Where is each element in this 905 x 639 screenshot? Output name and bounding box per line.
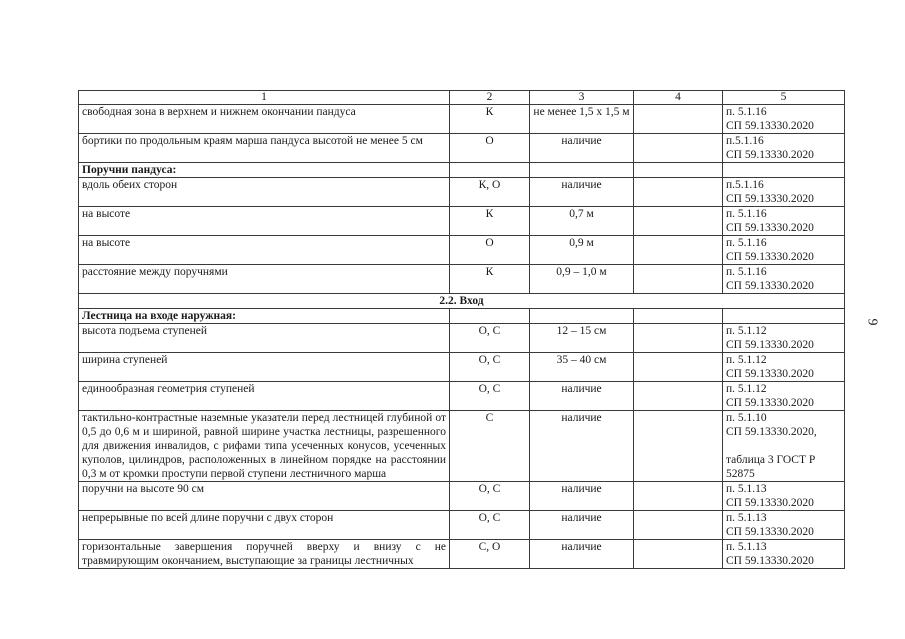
reference-line: СП 59.13330.2020 — [726, 280, 814, 292]
normative-reference — [723, 353, 845, 382]
normative-reference — [723, 411, 845, 482]
group-heading-row — [79, 309, 845, 324]
table-row — [79, 511, 845, 540]
actual-value — [634, 207, 723, 236]
page-number: 9 — [864, 318, 880, 326]
category-code: К — [450, 207, 530, 236]
reference-line: СП 59.13330.2020 — [726, 339, 814, 351]
category-code: О, С — [450, 482, 530, 511]
empty-cell — [450, 163, 530, 178]
requirement-text: свободная зона в верхнем и нижнем окончании пандуса — [79, 105, 450, 134]
group-heading: Лестница на входе наружная: — [79, 309, 450, 324]
category-code: О, С — [450, 511, 530, 540]
normative-reference — [723, 540, 845, 569]
group-heading-row — [79, 163, 845, 178]
table-row — [79, 411, 845, 482]
reference-line: п.5.1.16 — [726, 135, 764, 147]
reference-line: п. 5.1.12 — [726, 354, 767, 366]
norm-value: 12 – 15 см — [530, 324, 634, 353]
requirement-text: горизонтальные завершения поручней вверху и внизу с не травмирующим окончанием, выступающие за границы лестничных — [79, 540, 450, 569]
normative-reference — [723, 105, 845, 134]
reference-line: п. 5.1.13 — [726, 483, 767, 495]
requirement-text: бортики по продольным краям марша пандуса высотой не менее 5 см — [79, 134, 450, 163]
empty-cell — [530, 309, 634, 324]
actual-value — [634, 105, 723, 134]
table-row — [79, 540, 845, 569]
table-row — [79, 105, 845, 134]
table-row — [79, 236, 845, 265]
reference-line: п.5.1.16 — [726, 179, 764, 191]
table-row — [79, 265, 845, 294]
table-row — [79, 134, 845, 163]
empty-cell — [530, 163, 634, 178]
normative-reference — [723, 511, 845, 540]
reference-line: СП 59.13330.2020 — [726, 497, 814, 509]
reference-line: п. 5.1.16 — [726, 106, 767, 118]
requirement-text: высота подъема ступеней — [79, 324, 450, 353]
normative-reference — [723, 134, 845, 163]
empty-cell — [634, 163, 723, 178]
normative-reference — [723, 207, 845, 236]
requirement-text: поручни на высоте 90 см — [79, 482, 450, 511]
actual-value — [634, 134, 723, 163]
requirement-text: расстояние между поручнями — [79, 265, 450, 294]
reference-line: СП 59.13330.2020 — [726, 120, 814, 132]
reference-line: п. 5.1.12 — [726, 383, 767, 395]
requirements-table — [78, 90, 845, 569]
norm-value: наличие — [530, 411, 634, 482]
reference-line: СП 59.13330.2020, — [726, 426, 817, 438]
category-code: К, О — [450, 178, 530, 207]
reference-line: п. 5.1.13 — [726, 541, 767, 553]
column-header-2: 2 — [450, 91, 530, 105]
column-header-5: 5 — [723, 91, 845, 105]
actual-value — [634, 324, 723, 353]
section-heading-row — [79, 294, 845, 309]
actual-value — [634, 511, 723, 540]
norm-value: 0,9 м — [530, 236, 634, 265]
normative-reference — [723, 265, 845, 294]
norm-value: наличие — [530, 178, 634, 207]
table-row — [79, 382, 845, 411]
actual-value — [634, 353, 723, 382]
table-row — [79, 178, 845, 207]
table-row — [79, 353, 845, 382]
norm-value: наличие — [530, 482, 634, 511]
category-code: О, С — [450, 382, 530, 411]
actual-value — [634, 265, 723, 294]
category-code: К — [450, 105, 530, 134]
category-code: С, О — [450, 540, 530, 569]
norm-value: наличие — [530, 134, 634, 163]
reference-line: п. 5.1.16 — [726, 208, 767, 220]
reference-line: п. 5.1.12 — [726, 325, 767, 337]
requirement-text: на высоте — [79, 236, 450, 265]
actual-value — [634, 178, 723, 207]
requirement-text: вдоль обеих сторон — [79, 178, 450, 207]
category-code: К — [450, 265, 530, 294]
reference-line: СП 59.13330.2020 — [726, 368, 814, 380]
norm-value: наличие — [530, 540, 634, 569]
actual-value — [634, 482, 723, 511]
reference-line: п. 5.1.16 — [726, 237, 767, 249]
category-code: О, С — [450, 324, 530, 353]
empty-cell — [723, 309, 845, 324]
reference-line: СП 59.13330.2020 — [726, 149, 814, 161]
reference-line: таблица 3 ГОСТ Р — [726, 454, 816, 466]
norm-value: не менее 1,5 х 1,5 м — [530, 105, 634, 134]
group-heading: Поручни пандуса: — [79, 163, 450, 178]
requirement-text: тактильно-контрастные наземные указатели перед лестницей глубиной от 0,5 до 0,6 м и шириной, равной ширине участка лестницы, разрешенного для движения инвалидов, с рифами типа усеченных конусов, усеченных куполов, цилиндров, расположенных в линейном порядке на расстоянии 0,3 м от кромки проступи первой ступени лестничного марша — [79, 411, 450, 482]
reference-line: СП 59.13330.2020 — [726, 193, 814, 205]
reference-line: п. 5.1.10 — [726, 412, 767, 424]
norm-value: 0,7 м — [530, 207, 634, 236]
section-heading: 2.2. Вход — [79, 294, 845, 309]
requirement-text: на высоте — [79, 207, 450, 236]
reference-line: п. 5.1.13 — [726, 512, 767, 524]
category-code: О — [450, 134, 530, 163]
norm-value: 0,9 – 1,0 м — [530, 265, 634, 294]
normative-reference — [723, 382, 845, 411]
reference-line: 52875 — [726, 468, 755, 480]
empty-cell — [634, 309, 723, 324]
actual-value — [634, 382, 723, 411]
reference-line: СП 59.13330.2020 — [726, 251, 814, 263]
reference-line: СП 59.13330.2020 — [726, 526, 814, 538]
reference-line: СП 59.13330.2020 — [726, 555, 814, 567]
column-header-4: 4 — [634, 91, 723, 105]
requirement-text: непрерывные по всей длине поручни с двух сторон — [79, 511, 450, 540]
column-header-3: 3 — [530, 91, 634, 105]
category-code: О, С — [450, 353, 530, 382]
empty-cell — [723, 163, 845, 178]
normative-reference — [723, 236, 845, 265]
reference-spacer — [726, 439, 841, 453]
reference-line: СП 59.13330.2020 — [726, 222, 814, 234]
table-row — [79, 207, 845, 236]
column-header-1: 1 — [79, 91, 450, 105]
category-code: С — [450, 411, 530, 482]
normative-reference — [723, 178, 845, 207]
normative-reference — [723, 324, 845, 353]
actual-value — [634, 540, 723, 569]
requirement-text: единообразная геометрия ступеней — [79, 382, 450, 411]
normative-reference — [723, 482, 845, 511]
reference-line: СП 59.13330.2020 — [726, 397, 814, 409]
table-row — [79, 482, 845, 511]
category-code: О — [450, 236, 530, 265]
reference-line: п. 5.1.16 — [726, 266, 767, 278]
norm-value: наличие — [530, 382, 634, 411]
table-row — [79, 324, 845, 353]
actual-value — [634, 236, 723, 265]
norm-value: наличие — [530, 511, 634, 540]
norm-value: 35 – 40 см — [530, 353, 634, 382]
table-body — [79, 91, 845, 569]
column-header-row — [79, 91, 845, 105]
requirement-text: ширина ступеней — [79, 353, 450, 382]
actual-value — [634, 411, 723, 482]
empty-cell — [450, 309, 530, 324]
